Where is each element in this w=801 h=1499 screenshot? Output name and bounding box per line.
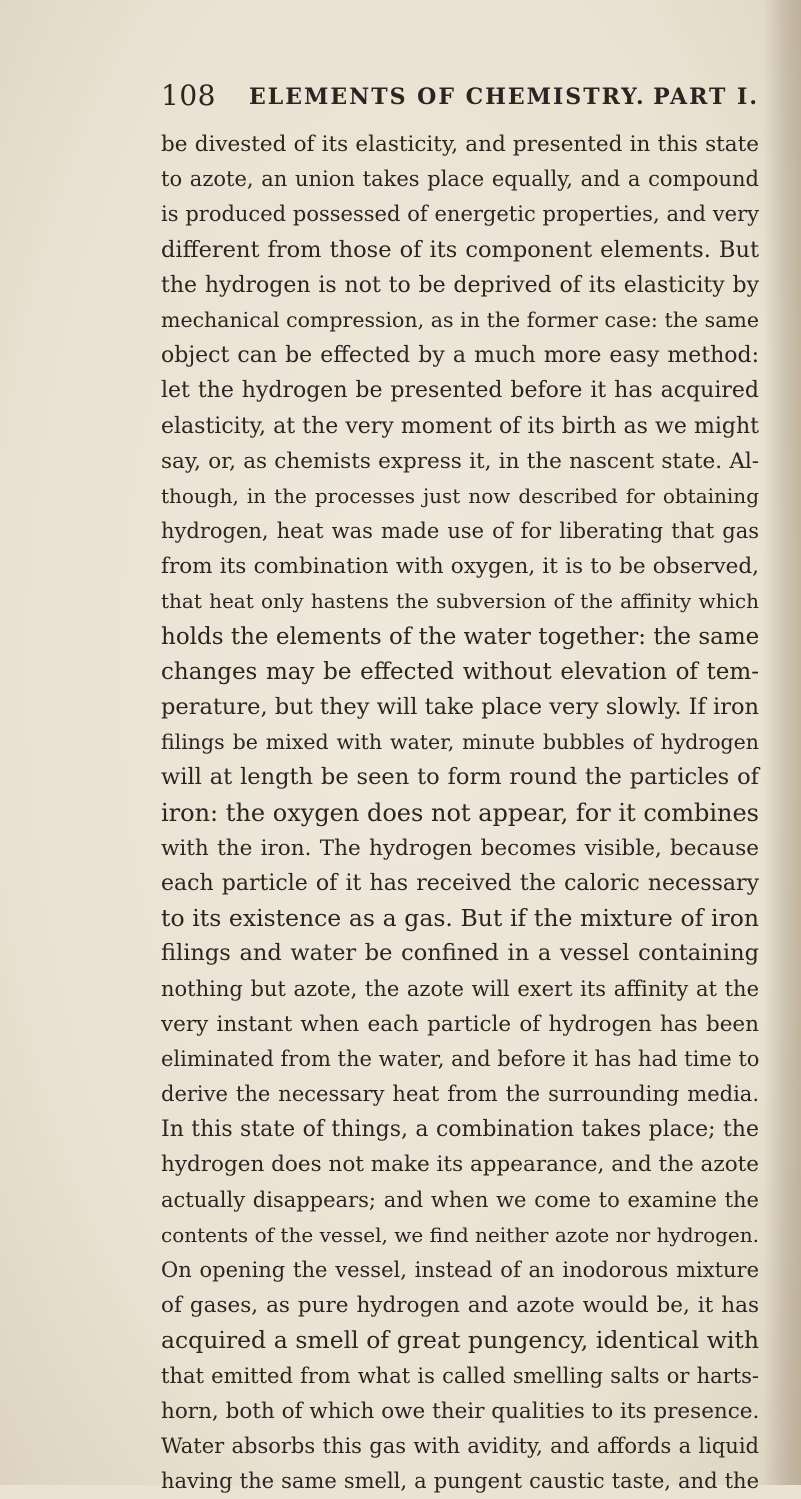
- text-line: hydrogen does not make its appearance, and the azote: [161, 1152, 759, 1178]
- text-line: of gases, as pure hydrogen and azote would be, it has: [161, 1293, 759, 1319]
- text-line: filings be mixed with water, minute bubbles of hydrogen: [161, 730, 759, 755]
- text-line: that emitted from what is called smelling salts or harts-: [161, 1363, 759, 1388]
- text-line: horn, both of which owe their qualities to its presence.: [161, 1398, 760, 1424]
- body-text: [161, 127, 759, 1499]
- text-line: derive the necessary heat from the surrounding media.: [161, 1082, 759, 1107]
- text-line: that heat only hastens the subversion of the affinity which: [161, 589, 759, 614]
- text-line: holds the elements of the water together: the same: [161, 623, 760, 650]
- text-line: actually disappears; and when we come to examine the: [161, 1187, 759, 1212]
- text-line: perature, but they will take place very slowly. If iron: [161, 694, 760, 720]
- text-line: is produced possessed of energetic properties, and very: [161, 202, 759, 227]
- running-title: ELEMENTS OF CHEMISTRY.: [249, 84, 646, 110]
- text-line: mechanical compression, as in the former case: the same: [161, 307, 759, 332]
- page-edge-shadow: [763, 0, 801, 1485]
- text-line: object can be effected by a much more easy method:: [161, 343, 759, 369]
- text-line: contents of the vessel, we find neither azote nor hydrogen.: [161, 1222, 759, 1247]
- text-line: eliminated from the water, and before it has had time to: [161, 1046, 760, 1071]
- page-number: 108: [161, 79, 216, 112]
- text-line: to its existence as a gas. But if the mixture of iron: [161, 904, 759, 933]
- text-line: though, in the processes just now described for obtaining: [161, 483, 759, 508]
- text-line: let the hydrogen be presented before it has acquired: [161, 378, 759, 404]
- text-line: filings and water be confined in a vessel containing: [161, 940, 759, 967]
- text-line: the hydrogen is not to be deprived of its elasticity by: [161, 272, 759, 298]
- text-line: In this state of things, a combination takes place; the: [161, 1117, 759, 1143]
- text-line: iron: the oxygen does not appear, for it combines: [161, 798, 759, 827]
- text-line: elasticity, at the very moment of its birth as we might: [161, 413, 759, 439]
- text-line: hydrogen, heat was made use of for liberating that gas: [161, 519, 759, 544]
- text-line: changes may be effected without elevation of tem-: [161, 658, 759, 685]
- running-header: [161, 78, 759, 118]
- text-line: be divested of its elasticity, and presented in this state: [161, 132, 759, 157]
- text-line: very instant when each particle of hydrogen has been: [161, 1011, 759, 1037]
- text-line: from its combination with oxygen, it is to be observed,: [161, 554, 759, 580]
- text-line: will at length be seen to form round the particles of: [161, 764, 759, 791]
- text-line: with the iron. The hydrogen becomes visible, because: [161, 835, 759, 861]
- text-line: different from those of its component elements. But: [161, 236, 759, 263]
- text-line: nothing but azote, the azote will exert its affinity at the: [161, 976, 759, 1001]
- part-label: PART I.: [653, 84, 759, 110]
- text-line: having the same smell, a pungent caustic taste, and the: [161, 1469, 759, 1494]
- text-line: to azote, an union takes place equally, and a compound: [161, 167, 759, 192]
- text-line: each particle of it has received the caloric necessary: [161, 870, 759, 896]
- text-line: say, or, as chemists express it, in the nascent state. Al-: [161, 448, 759, 474]
- text-line: On opening the vessel, instead of an inodorous mixture: [161, 1258, 759, 1282]
- text-line: Water absorbs this gas with avidity, and affords a liquid: [161, 1433, 759, 1458]
- text-line: acquired a smell of great pungency, identical with: [161, 1326, 759, 1355]
